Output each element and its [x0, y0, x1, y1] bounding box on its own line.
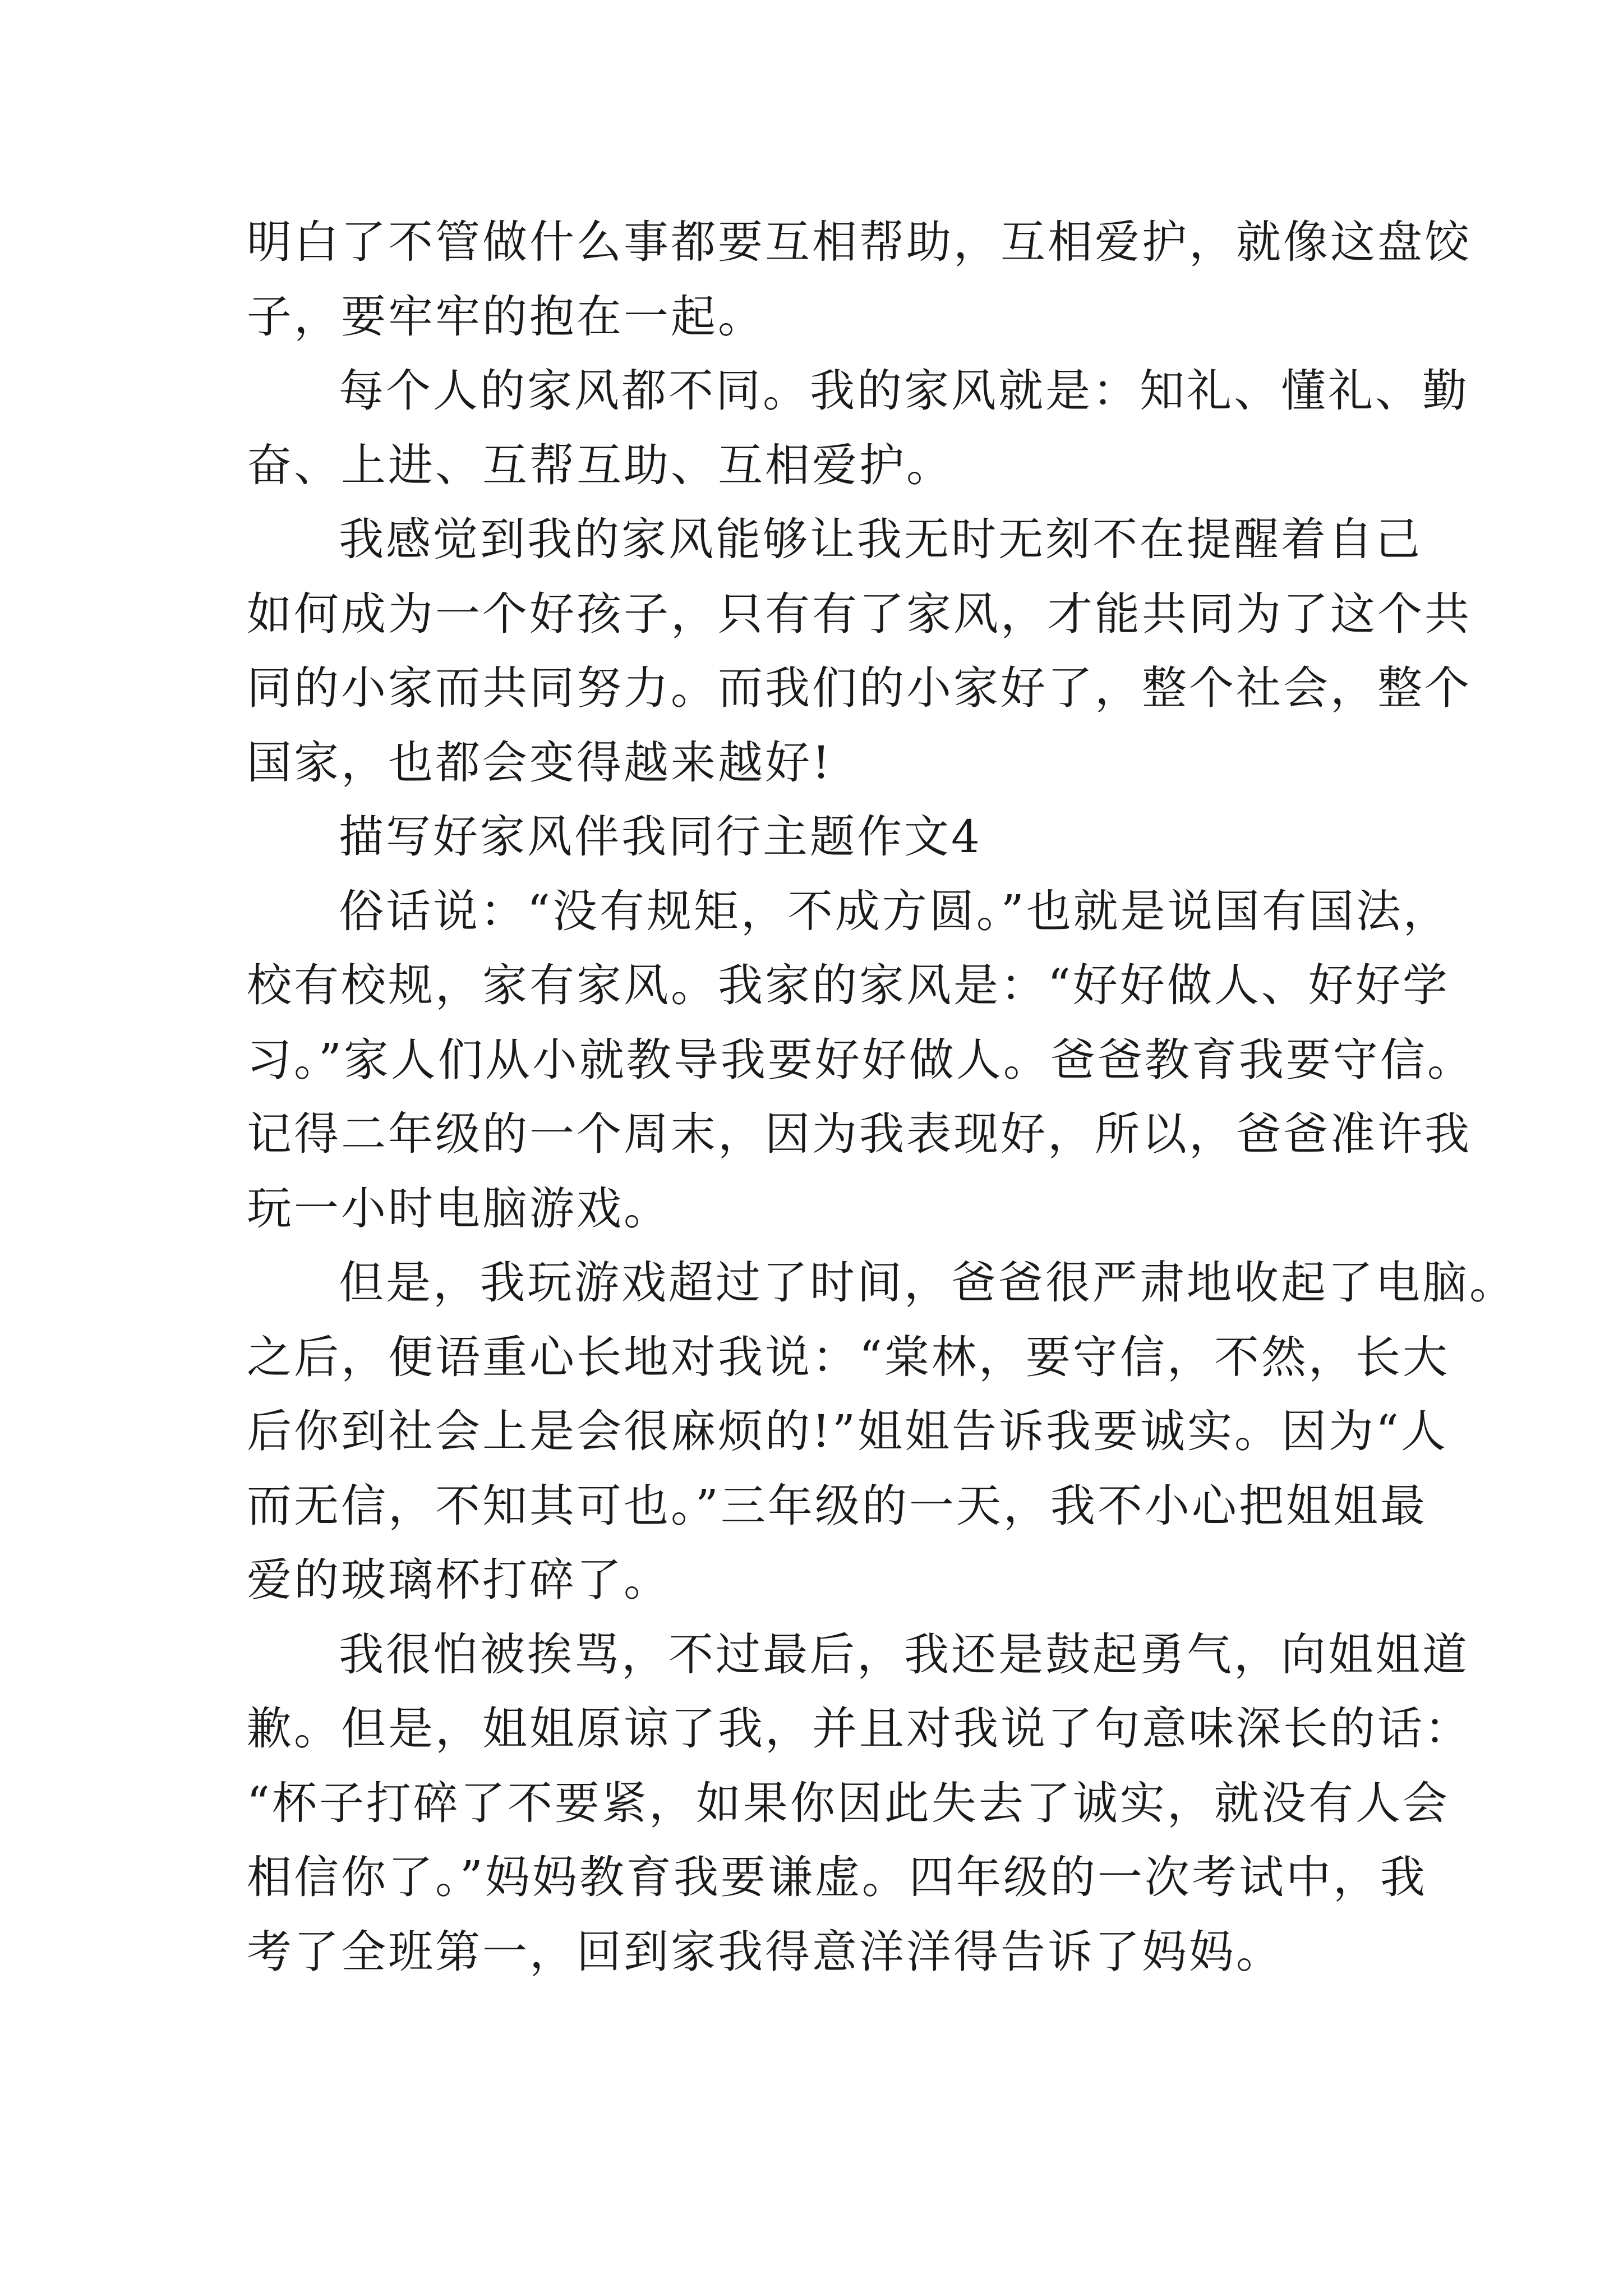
text-line: 我感觉到我的家风能够让我无时无刻不在提醒着自己 [339, 513, 1422, 565]
text-line: “杯子打碎了不要紧，如果你因此失去了诚实，就没有人会 [247, 1777, 1450, 1829]
text-line: 奋、上进、互帮互助、互相爱护。 [247, 439, 953, 491]
text-line: 校有校规，家有家风。我家的家风是：“好好做人、好好学 [247, 959, 1450, 1011]
text-line: 我很怕被挨骂，不过最后，我还是鼓起勇气，向姐姐道 [339, 1628, 1469, 1681]
text-line: 相信你了。”妈妈教育我要谦虚。四年级的一次考试中，我 [247, 1851, 1427, 1903]
text-line: 明白了不管做什么事都要互相帮助，互相爱护，就像这盘饺 [247, 216, 1472, 268]
text-line: 歉。但是，姐姐原谅了我，并且对我说了句意味深长的话： [247, 1703, 1472, 1755]
text-line: 记得二年级的一个周末，因为我表现好，所以，爸爸准许我 [247, 1108, 1472, 1160]
text-line: 爱的玻璃杯打碎了。 [247, 1554, 671, 1606]
text-line: 后你到社会上是会很麻烦的!”姐姐告诉我要诚实。因为“人 [247, 1405, 1448, 1457]
text-line: 玩一小时电脑游戏。 [247, 1182, 671, 1235]
text-line: 而无信，不知其可也。”三年级的一天，我不小心把姐姐最 [247, 1480, 1427, 1532]
section-heading: 描写好家风伴我同行主题作文4 [339, 811, 982, 863]
text-line: 同的小家而共同努力。而我们的小家好了，整个社会，整个 [247, 662, 1472, 714]
text-line: 国家，也都会变得越来越好! [247, 737, 833, 789]
text-line: 俗话说：“没有规矩，不成方圆。”也就是说国有国法， [339, 885, 1450, 937]
text-line: 子，要牢牢的抱在一起。 [247, 291, 765, 343]
text-line: 但是，我玩游戏超过了时间，爸爸很严肃地收起了电脑。 [339, 1257, 1516, 1309]
text-line: 每个人的家风都不同。我的家风就是：知礼、懂礼、勤 [339, 365, 1469, 417]
text-line: 习。”家人们从小就教导我要好好做人。爸爸教育我要守信。 [247, 1034, 1474, 1086]
text-line: 如何成为一个好孩子，只有有了家风，才能共同为了这个共 [247, 588, 1472, 640]
text-line: 之后，便语重心长地对我说：“棠林，要守信，不然，长大 [247, 1331, 1450, 1383]
text-line: 考了全班第一，回到家我得意洋洋得告诉了妈妈。 [247, 1926, 1283, 1978]
